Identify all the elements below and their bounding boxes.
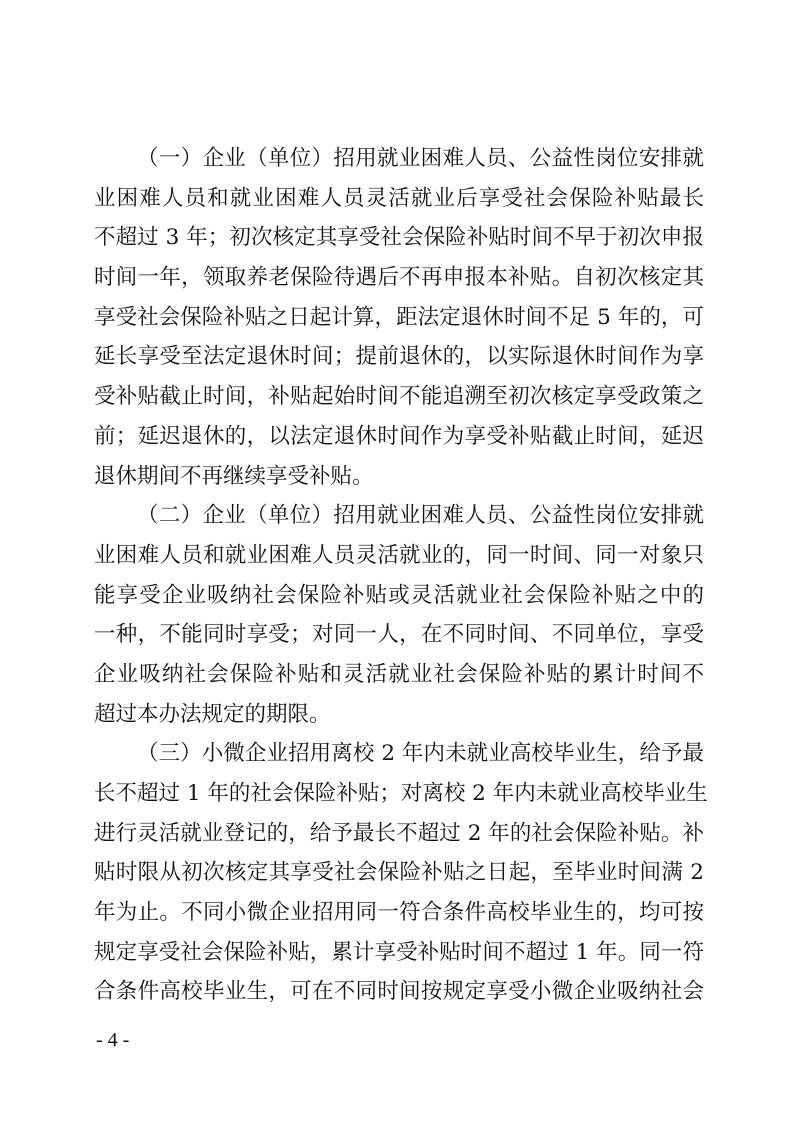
text-line: 延长享受至法定退休时间；提前退休的，以实际退休时间作为享	[94, 344, 704, 370]
text-line: 受补贴截止时间，补贴起始时间不能追溯至初次核定享受政策之	[94, 384, 704, 410]
text-line: 超过本办法规定的期限。	[94, 701, 331, 727]
text-line: 业困难人员和就业困难人员灵活就业的，同一时间、同一对象只	[94, 542, 704, 568]
paragraph-2	[94, 496, 704, 734]
text-line: 时间一年，领取养老保险待遇后不再申报本补贴。自初次核定其	[94, 265, 704, 291]
text-line: 能享受企业吸纳社会保险补贴或灵活就业社会保险补贴之中的	[94, 582, 704, 608]
text-line: 年为止。不同小微企业招用同一符合条件高校毕业生的，均可按	[94, 900, 704, 926]
text-line: 退休期间不再继续享受补贴。	[94, 463, 374, 489]
text-line: 享受社会保险补贴之日起计算，距法定退休时间不足 5 年的，可	[94, 304, 704, 330]
body-text	[94, 139, 708, 1012]
text-line: （二）企业（单位）招用就业困难人员、公益性岗位安排就	[137, 503, 704, 529]
paragraph-3	[94, 734, 708, 1012]
text-line: 前；延迟退休的，以法定退休时间作为享受补贴截止时间，延迟	[94, 423, 704, 449]
text-line: 规定享受社会保险补贴，累计享受补贴时间不超过 1 年。同一符	[94, 939, 704, 965]
text-line: 不超过 3 年；初次核定其享受社会保险补贴时间不早于初次申报	[94, 225, 704, 251]
text-line: （一）企业（单位）招用就业困难人员、公益性岗位安排就	[137, 146, 704, 171]
text-line: 一种，不能同时享受；对同一人，在不同时间、不同单位，享受	[94, 622, 704, 648]
text-line: 业困难人员和就业困难人员灵活就业后享受社会保险补贴最长	[94, 185, 704, 211]
text-line: 企业吸纳社会保险补贴和灵活就业社会保险补贴的累计时间不	[94, 661, 704, 687]
text-line: 合条件高校毕业生，可在不同时间按规定享受小微企业吸纳社会	[94, 979, 704, 1005]
page-number: - 4 -	[96, 1029, 130, 1051]
text-line: （三）小微企业招用离校 2 年内未就业高校毕业生，给予最	[137, 741, 704, 767]
text-line: 长不超过 1 年的社会保险补贴；对离校 2 年内未就业高校毕业生	[94, 781, 708, 806]
text-line: 进行灵活就业登记的，给予最长不超过 2 年的社会保险补贴。补	[94, 820, 704, 846]
text-line: 贴时限从初次核定其享受社会保险补贴之日起，至毕业时间满 2	[94, 860, 704, 886]
paragraph-1	[94, 139, 704, 496]
